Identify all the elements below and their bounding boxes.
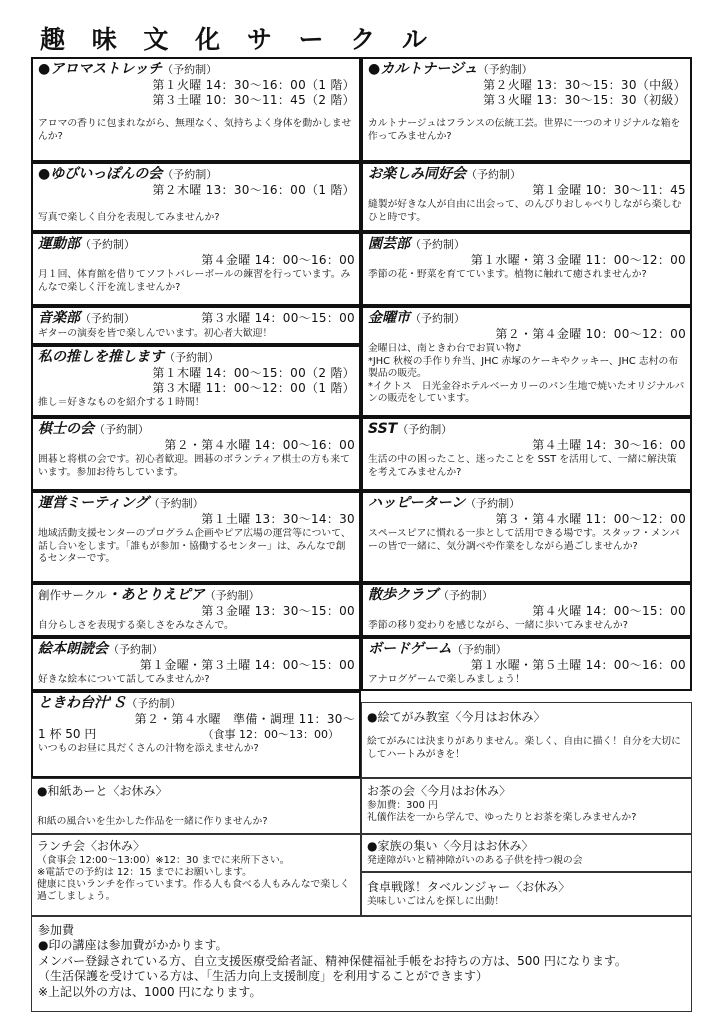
circle-name: お茶の会〈今月はお休み〉 bbox=[367, 784, 512, 798]
circle-kinyoichi bbox=[361, 306, 692, 417]
reservation-note: （予約制） bbox=[204, 589, 260, 602]
schedule: 第３金曜 13：30〜15：00 bbox=[201, 604, 355, 618]
schedule: 第３火曜 13：30〜15：30（初級） bbox=[483, 93, 686, 107]
circle-name: 絵本朗読会 bbox=[38, 641, 108, 657]
reservation-note: （予約制） bbox=[148, 497, 204, 510]
schedule: 第２火曜 13：30〜15：30（中級） bbox=[483, 78, 686, 92]
description: 礼儀作法を一から学んで、ゆったりとお茶を楽しみませんか? bbox=[367, 812, 637, 823]
circle-name: ●絵てがみ教室〈今月はお休み〉 bbox=[367, 710, 546, 724]
circle-board bbox=[361, 637, 692, 691]
circle-kishi bbox=[31, 417, 361, 491]
circle-name: ときわ台汁'Ｓ bbox=[38, 695, 127, 711]
schedule: 第３水曜 14：00〜15：00 bbox=[201, 311, 355, 325]
fee-line: ●印の講座は参加費がかかります。 bbox=[38, 938, 228, 952]
circle-lunch bbox=[31, 834, 361, 916]
page-title: 趣 味 文 化 サ ー ク ル bbox=[40, 25, 436, 54]
circle-engei bbox=[361, 232, 692, 306]
reservation-note: （予約制） bbox=[438, 589, 493, 602]
reservation-note: （予約制） bbox=[164, 351, 219, 364]
circle-name: ●カルトナージュ bbox=[368, 61, 478, 77]
reservation-note: （予約制） bbox=[410, 312, 465, 325]
reservation-note: （予約制） bbox=[162, 63, 218, 76]
circle-name: 散歩クラブ bbox=[368, 587, 438, 603]
description: 美味しいごはんを探しに出動！ bbox=[367, 896, 505, 907]
meal-time: （食事 12：00〜13：00） bbox=[202, 728, 339, 741]
reservation-note: （予約制） bbox=[80, 312, 135, 325]
circle-name: 私の推しを推します bbox=[38, 349, 164, 365]
schedule: 第１金曜・第３土曜 14：00〜15：00 bbox=[139, 658, 355, 672]
schedule: 第３・第４水曜 11：00〜12：00 bbox=[495, 512, 686, 526]
description: 絵てがみには決まりがありません。楽しく、自由に描く！自分を大切にしてハートみがきを！ bbox=[367, 736, 681, 760]
circle-name: ・あとりえピア bbox=[106, 587, 205, 603]
reservation-note: （予約制） bbox=[451, 643, 507, 656]
circle-name: 園芸部 bbox=[368, 236, 410, 252]
circle-category: 創作サークル bbox=[38, 588, 107, 602]
schedule: 第１木曜 14：00〜15：00（2 階） bbox=[152, 366, 355, 380]
circle-otanoshimi bbox=[361, 162, 692, 232]
circle-happy bbox=[361, 491, 692, 583]
circle-etegami bbox=[361, 702, 692, 778]
reservation-note: （予約制） bbox=[162, 168, 218, 181]
description: 和紙の風合いを生かした作品を一緒に作りませんか? bbox=[37, 816, 268, 827]
reservation-note: （予約制） bbox=[410, 238, 465, 251]
circle-washi bbox=[31, 778, 361, 834]
description: カルトナージュはフランスの伝統工芸。世界に一つのオリジナルな箱を作ってみませんか? bbox=[368, 118, 681, 142]
circle-kazoku bbox=[361, 834, 692, 872]
reservation-note: （予約制） bbox=[397, 423, 453, 436]
description: 好きな絵本について話してみませんか? bbox=[38, 674, 210, 685]
schedule: 第４土曜 14：30〜16：00 bbox=[532, 438, 686, 452]
schedule: 第２・第４金曜 10：00〜12：00 bbox=[495, 327, 686, 341]
circle-ongaku bbox=[31, 306, 361, 345]
circle-oshi bbox=[31, 345, 361, 417]
circle-name: ●ゆびいっぽんの会 bbox=[38, 166, 163, 182]
schedule: 第１金曜 10：30〜11：45 bbox=[532, 183, 686, 197]
circle-atorie bbox=[31, 583, 361, 637]
circle-name: お楽しみ同好会 bbox=[368, 166, 466, 182]
reservation-note: （予約制） bbox=[477, 63, 533, 76]
description bbox=[368, 343, 686, 406]
circle-name: 金曜市 bbox=[368, 310, 410, 326]
schedule: 第４火曜 14：00〜15：00 bbox=[532, 604, 686, 618]
circle-shokutaku bbox=[361, 872, 692, 916]
description: 季節の花・野菜を育てています。植物に触れて癒されませんか? bbox=[368, 269, 647, 280]
reservation-note: （予約制） bbox=[80, 238, 135, 251]
description: ギターの演奏を皆で楽しんでいます。初心者大歓迎！ bbox=[38, 328, 273, 339]
circle-sanpo bbox=[361, 583, 692, 637]
schedule: 第３土曜 10：30〜11：45（2 階） bbox=[152, 93, 355, 107]
fee-line: （生活保護を受けている方は、「生活力向上支援制度」を利用することができます） bbox=[38, 969, 489, 983]
description: 自分らしさを表現する楽しさをみなさんで。 bbox=[38, 620, 234, 631]
schedule: 第２・第４水曜 準備・調理 11：30〜 bbox=[134, 712, 355, 726]
schedule: 第１水曜・第５土曜 14：00〜16：00 bbox=[470, 658, 686, 672]
circle-ocha bbox=[361, 778, 692, 834]
description: 季節の移り変わりを感じながら、一緒に歩いてみませんか? bbox=[368, 620, 628, 631]
schedule: 第１火曜 14：30〜16：00（1 階） bbox=[152, 78, 355, 92]
circle-name: 運動部 bbox=[38, 236, 80, 252]
description: 地域活動支援センターのプログラム企画やピア広場の運営等について、話し合いをします。「誰もが参加・協働するセンター」は、みんなで創るセンターです。 bbox=[38, 528, 351, 564]
circle-sst bbox=[361, 417, 692, 491]
circle-name: SST bbox=[368, 421, 398, 437]
circle-unei bbox=[31, 491, 361, 583]
reservation-note: （予約制） bbox=[466, 168, 521, 181]
schedule: 第２木曜 13：30〜16：00（1 階） bbox=[152, 183, 355, 197]
circle-undo bbox=[31, 232, 361, 306]
description: 囲碁と将棋の会です。初心者歓迎。囲碁のボランティア棋士の方も来ています。参加お待ちしています。 bbox=[38, 454, 350, 478]
description: 発達障がいと精神障がいのある子供を持つ親の会 bbox=[367, 855, 583, 866]
circle-aroma bbox=[31, 57, 361, 162]
fee-line: メンバー登録されている方、自立支援医療受給者証、精神保健福祉手帳をお持ちの方は、500 円になります。 bbox=[38, 953, 627, 968]
circle-tokiwa bbox=[31, 691, 361, 778]
circle-yubi bbox=[31, 162, 361, 232]
schedule: 第４金曜 14：00〜16：00 bbox=[201, 253, 355, 267]
description: いつものお昼に具だくさんの汁物を添えませんか? bbox=[38, 743, 259, 754]
note: ※電話での予約は 12：15 までにお願いします。 bbox=[37, 867, 252, 878]
description: 写真で楽しく自分を表現してみませんか? bbox=[38, 212, 220, 223]
description-line: 金曜日は、南ときわ台でお買い物♪ bbox=[368, 343, 522, 354]
note: （食事会 12:00〜13:00）※12：30 までに来所下さい。 bbox=[37, 855, 290, 866]
reservation-note: （予約制） bbox=[94, 423, 149, 436]
circle-cartonnage bbox=[361, 57, 692, 162]
fee-section bbox=[31, 916, 692, 1012]
circle-name: 食卓戦隊！タベルンジャー〈お休み〉 bbox=[367, 880, 571, 894]
circle-name: 運営ミーティング bbox=[38, 495, 149, 511]
description: 推し＝好きなものを紹介する１時間！ bbox=[38, 397, 205, 408]
circle-name: 音楽部 bbox=[38, 310, 80, 326]
description-line: *JHC 秋桜の手作り弁当、JHC 赤塚のケーキやクッキー、JHC 志村の布製品の販売。 bbox=[368, 355, 679, 379]
circle-name: 棋士の会 bbox=[38, 421, 94, 437]
description: アロマの香りに包まれながら、無理なく、気持ちよく身体を動かしませんか? bbox=[38, 118, 352, 142]
circle-name: ●アロマストレッチ bbox=[38, 61, 163, 77]
circle-name: ●和紙あーと〈お休み〉 bbox=[37, 784, 168, 798]
reservation-note: （予約制） bbox=[126, 697, 182, 710]
description: 縫製が好きな人が自由に出会って、のんびりおしゃべりしながら楽しむひと時です。 bbox=[368, 199, 682, 223]
description: アナログゲームで楽しみましょう！ bbox=[368, 674, 525, 685]
schedule: 第２・第４水曜 14：00〜16：00 bbox=[164, 438, 355, 452]
description: 健康に良いランチを作っています。作る人も食べる人もみんなで楽しく過ごしましょう。 bbox=[37, 879, 350, 902]
circle-name: ハッピーターン bbox=[368, 495, 466, 511]
description: スペースピアに慣れる一歩として活用できる場です。スタッフ・メンバーの皆で一緒に、気分調べや作業をしながら過ごしませんか? bbox=[368, 528, 680, 552]
description: 生活の中の困ったこと、迷ったことを SST を活用して、一緒に解決策を考えてみませんか? bbox=[368, 454, 677, 478]
description-line: *イクトス 日光金谷ホテルベーカリーのパン生地で焼いたオリジナルパンの販売をしています。 bbox=[368, 380, 685, 404]
schedule: 第１水曜・第３金曜 11：00〜12：00 bbox=[470, 253, 686, 267]
fee-line: ※上記以外の方は、1000 円になります。 bbox=[38, 984, 262, 999]
reservation-note: （予約制） bbox=[108, 643, 163, 656]
circle-name: ランチ会〈お休み〉 bbox=[37, 839, 146, 853]
description: 月１回、体育館を借りてソフトバレーボールの練習を行っています。みんなで楽しく汗を流しませんか? bbox=[38, 269, 351, 293]
schedule: 第３木曜 11：00〜12：00（1 階） bbox=[152, 381, 355, 395]
circle-name: ●家族の集い〈今月はお休み〉 bbox=[367, 839, 534, 853]
circle-name: ボードゲーム bbox=[368, 641, 452, 657]
fee-title: 参加費 bbox=[38, 923, 75, 937]
reservation-note: （予約制） bbox=[465, 497, 521, 510]
schedule: 第１土曜 13：30〜14：30 bbox=[201, 512, 355, 526]
circle-ehon bbox=[31, 637, 361, 691]
price: 1 杯 50 円 bbox=[38, 727, 97, 741]
fee: 参加費：300 円 bbox=[367, 800, 438, 811]
